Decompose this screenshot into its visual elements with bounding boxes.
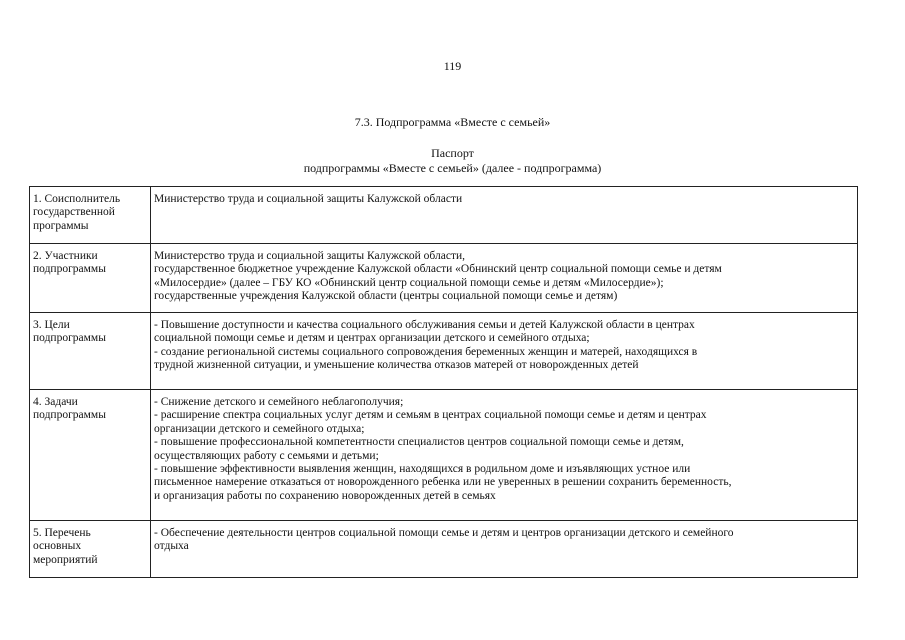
- row-content-cell: [151, 313, 858, 390]
- row-content-line: письменное намерение отказаться от новорожденного ребенка или не уверенных в решении сохранить беременность,: [154, 476, 732, 489]
- row-label-line: 1. Соисполнитель: [33, 193, 121, 205]
- row-content-line: отдыха: [154, 540, 189, 553]
- row-label-cell: [30, 521, 151, 578]
- row-content-line: «Милосердие» (далее – ГБУ КО «Обнинский центр социальной помощи семье и детям «Милосердие»);: [154, 276, 664, 289]
- row-label-line: подпрограммы: [33, 263, 106, 276]
- row-label-line: мероприятий: [33, 553, 98, 566]
- row-content-line: Министерство труда и социальной защиты Калужской области,: [154, 250, 465, 262]
- row-content-line: государственные учреждения Калужской области (центры социальной помощи семье и детям): [154, 290, 618, 303]
- row-content-line: - Снижение детского и семейного неблагополучия;: [154, 396, 404, 408]
- row-content-cell: [151, 187, 858, 244]
- row-content-line: социальной помощи семье и детям и центрах организации детского и семейного отдыха;: [154, 332, 590, 345]
- row-content-line: Министерство труда и социальной защиты Калужской области: [154, 193, 463, 205]
- row-label-line: государственной: [33, 206, 115, 219]
- row-content-line: государственное бюджетное учреждение Калужской области «Обнинский центр социальной помощи семье и детям: [154, 263, 722, 276]
- row-label-cell: [30, 313, 151, 390]
- row-content-cell: [151, 244, 858, 313]
- row-content-line: - Повышение доступности и качества социального обслуживания семьи и детей Калужской области в центрах: [154, 319, 695, 331]
- section-title: 7.3. Подпрограмма «Вместе с семьей»: [354, 115, 551, 129]
- row-content-line: организации детского и семейного отдыха;: [154, 422, 365, 435]
- row-label-cell: [30, 390, 151, 521]
- row-label-cell: [30, 187, 151, 244]
- row-content-line: - расширение спектра социальных услуг детям и семьям в центрах социальной помощи семье и детям и центрах: [154, 409, 707, 422]
- table-row: [30, 390, 858, 521]
- passport-table: [29, 186, 858, 578]
- row-content-line: - повышение профессиональной компетентности специалистов центров социальной помощи семье и детям,: [154, 436, 684, 449]
- table-row: [30, 521, 858, 578]
- row-label-line: программы: [33, 219, 89, 232]
- row-label-line: подпрограммы: [33, 409, 106, 422]
- table-row: [30, 244, 858, 313]
- row-content-line: - Обеспечение деятельности центров социальной помощи семье и детям и центров организации детского и семейного: [154, 527, 734, 539]
- row-content-line: и организация работы по сохранению новорожденных детей в семьях: [154, 489, 496, 502]
- row-label-line: 5. Перечень: [33, 527, 91, 539]
- row-label-line: основных: [33, 540, 82, 553]
- row-content-line: осуществляющих работу с семьями и детьми;: [154, 449, 379, 462]
- row-label-cell: [30, 244, 151, 313]
- passport-title: Паспорт: [431, 146, 474, 160]
- row-label-line: 3. Цели: [33, 319, 70, 331]
- table-row: [30, 313, 858, 390]
- passport-subtitle: подпрограммы «Вместе с семьей» (далее - подпрограмма): [303, 161, 602, 175]
- table-row: [30, 187, 858, 244]
- row-label-line: 4. Задачи: [33, 396, 78, 408]
- row-content-line: - создание региональной системы социального сопровождения беременных женщин и матерей, находящихся в: [154, 345, 698, 358]
- row-label-line: подпрограммы: [33, 332, 106, 345]
- page-number: 119: [443, 59, 462, 73]
- row-content-line: трудной жизненной ситуации, и уменьшение количества отказов матерей от новорожденных детей: [154, 359, 639, 372]
- row-content-cell: [151, 521, 858, 578]
- row-content-line: - повышение эффективности выявления женщин, находящихся в родильном доме и изъявляющих устное или: [154, 463, 691, 476]
- row-label-line: 2. Участники: [33, 250, 98, 262]
- row-content-cell: [151, 390, 858, 521]
